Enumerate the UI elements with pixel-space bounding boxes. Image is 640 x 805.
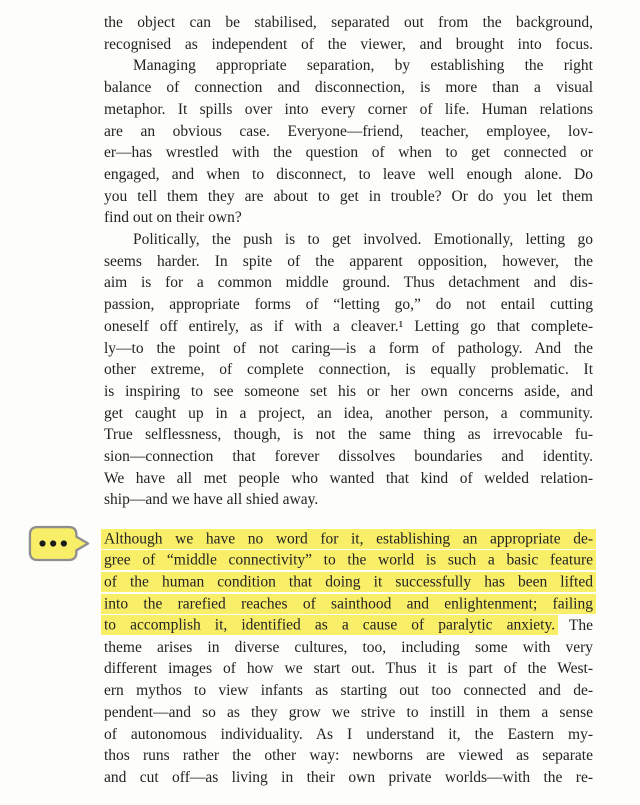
text-line [104,446,593,468]
paragraph [104,528,593,788]
ellipsis-dot [61,540,67,546]
text-line [104,403,593,425]
ellipsis-dot [50,540,56,546]
highlighted-text[interactable]: Although we have no word for it, establishing an appropriate de- [101,529,596,549]
highlighted-text[interactable]: into the rarefied reaches of sainthood and enlightenment; failing [101,594,596,614]
text-segment: True selflessness, though, is not the same thing as irrevocable fu- [104,426,593,444]
text-line [104,702,593,724]
text-segment: ly—to the point of not caring—is a form of pathology. And the [104,339,593,357]
paragraph [104,55,593,229]
text-line [104,272,593,294]
text-segment: oneself off entirely, as if with a cleaver.¹ Letting go that complete- [104,317,593,335]
text-segment: balance of connection and disconnection, is more than a visual [104,79,593,97]
text-line [104,77,593,99]
text-segment: thos runs rather the other way: newborns are viewed as separate [104,747,593,765]
text-segment: sion—connection that forever dissolves boundaries and identity. [104,448,593,466]
text-line [104,572,593,594]
text-segment: We have all met people who wanted that kind of welded relation- [104,469,593,487]
text-line [104,316,593,338]
text-segment: other extreme, of complete connection, is equally problematic. It [104,361,593,379]
text-line [104,489,593,511]
text-segment: aim is for a common middle ground. Thus detachment and dis- [104,274,593,292]
text-line [104,424,593,446]
text-line [104,550,593,572]
text-segment: are an obvious case. Everyone—friend, teacher, employee, lov- [104,122,593,140]
speech-bubble-shape [30,527,88,560]
text-segment: er—has wrestled with the question of when to get connected or [104,144,593,162]
text-line [104,229,593,251]
text-line [104,186,593,208]
text-segment: you tell them they are about to get in trouble? Or do you let them [104,187,593,205]
text-segment: theme arises in diverse cultures, too, including some with very [104,638,593,656]
text-line [104,658,593,680]
page-text [104,12,593,789]
text-segment: seems harder. In spite of the apparent opposition, however, the [104,252,593,270]
text-line [104,724,593,746]
text-line [104,55,593,77]
text-line [104,745,593,767]
text-line [104,207,593,229]
text-line [104,121,593,143]
text-line [104,468,593,490]
highlighted-text[interactable]: gree of “middle connectivity” to the world is such a basic feature [101,550,596,570]
paragraph [104,12,593,55]
text-segment: different images of how we start out. Thus it is part of the West- [104,660,593,678]
text-segment: is inspiring to see someone set his or her own concerns aside, and [104,382,593,400]
text-line [104,615,593,637]
text-line [104,680,593,702]
text-segment: find out on their own? [104,209,242,227]
text-line [104,164,593,186]
text-segment: and cut off—as living in their own private worlds—with the re- [104,768,593,786]
text-segment: of autonomous individuality. As I understand it, the Eastern my- [104,725,593,743]
text-segment: pendent—and so as they grow we strive to instill in them a sense [104,703,593,721]
text-line [104,528,593,550]
text-line [104,381,593,403]
text-line [104,338,593,360]
text-line [104,251,593,273]
text-segment: engaged, and when to disconnect, to leave well enough alone. Do [104,165,593,183]
text-segment: ship—and we have all shied away. [104,491,319,509]
text-segment: get caught up in a project, an idea, another person, a community. [104,404,593,422]
text-segment: metaphor. It spills over into every corner of life. Human relations [104,100,593,118]
text-segment: Politically, the push is to get involved. Emotionally, letting go [133,231,593,249]
text-line [104,359,593,381]
highlighted-text[interactable]: of the human condition that doing it successfully has been lifted [101,572,596,592]
text-line [104,767,593,789]
text-segment: The [555,616,593,634]
text-line [104,34,593,56]
text-line [104,99,593,121]
paragraph [104,229,593,511]
text-segment: passion, appropriate forms of “letting go,” do not entail cutting [104,296,593,314]
text-segment: recognised as independent of the viewer, and brought into focus. [104,35,593,53]
text-line [104,593,593,615]
text-segment: ern mythos to view infants as starting out too connected and de- [104,682,593,700]
text-line [104,637,593,659]
highlighted-text[interactable]: to accomplish it, identified as a cause of paralytic anxiety. [101,615,558,635]
note-annotation-icon[interactable] [28,525,90,564]
text-line [104,142,593,164]
ellipsis-dot [39,540,45,546]
text-line [104,12,593,34]
text-segment: the object can be stabilised, separated out from the background, [104,14,593,31]
text-segment: Managing appropriate separation, by establishing the right [133,57,593,75]
text-line [104,294,593,316]
